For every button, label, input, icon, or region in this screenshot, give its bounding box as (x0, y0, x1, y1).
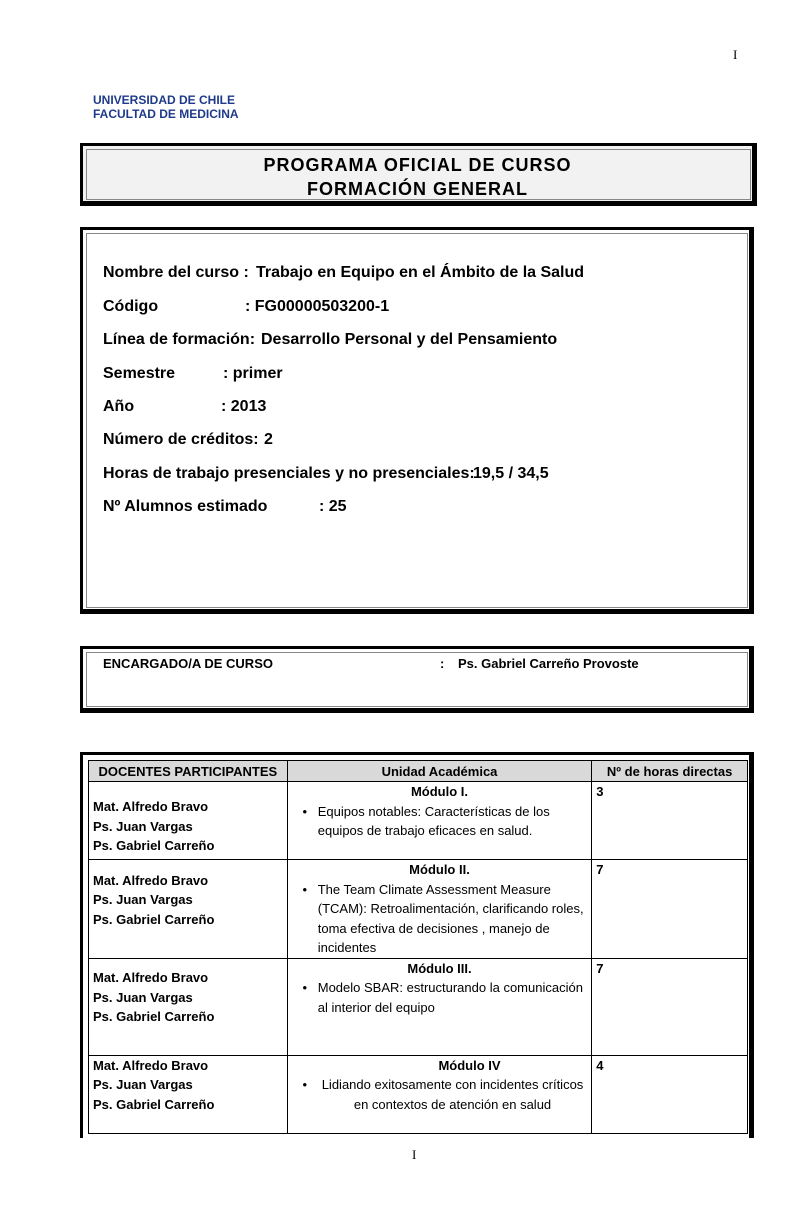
info-value: : FG00000503200-1 (245, 298, 390, 315)
horas-cell: 7 (592, 958, 748, 1055)
info-hours (103, 465, 549, 483)
coordinator-colon: : (440, 656, 445, 671)
info-label: Línea de formación: (103, 331, 256, 348)
bullet-icon: • (302, 1077, 308, 1092)
teachers-table (88, 760, 748, 1134)
info-credits (103, 431, 273, 449)
modulo-content: The Team Climate Assessment Measure (TCAM): Retroalimentación, clarificando roles, toma efectiva de decisiones , manejo de incidentes (317, 881, 584, 955)
docentes-cell (89, 958, 288, 1055)
modulo-title: Módulo III. (407, 960, 472, 976)
modulo-cell (287, 860, 592, 959)
course-info-box (80, 227, 754, 614)
table-header-row (89, 761, 748, 782)
table-row (89, 958, 748, 1055)
modulo-title: Módulo IV (438, 1057, 501, 1073)
course-coordinator-box (80, 646, 754, 713)
docente: Ps. Gabriel Carreño (93, 838, 215, 854)
info-value: : primer (223, 365, 283, 382)
docente: Ps. Juan Vargas (93, 818, 193, 834)
info-semester (103, 365, 283, 383)
info-training-line (103, 331, 558, 349)
docente: Ps. Juan Vargas (93, 1077, 193, 1092)
info-label: Horas de trabajo presenciales y no presenciales: (103, 465, 475, 482)
header-unidad: Unidad Académica (287, 761, 592, 782)
title-line-1: PROGRAMA OFICIAL DE CURSO (263, 155, 572, 175)
modulo-content: Equipos notables: Características de los equipos de trabajo eficaces en salud. (317, 803, 550, 838)
info-code (103, 298, 390, 316)
docente: Ps. Gabriel Carreño (93, 911, 215, 927)
page-number-bottom: I (412, 1147, 417, 1162)
docente: Ps. Juan Vargas (93, 892, 193, 907)
coordinator-label: ENCARGADO/A DE CURSO (103, 656, 273, 671)
info-label: Código (103, 298, 159, 315)
modulo-cell (287, 1055, 592, 1133)
modulo-cell (287, 958, 592, 1055)
info-students (103, 498, 347, 516)
faculty-name: FACULTAD DE MEDICINA (93, 107, 239, 121)
table-row (89, 782, 748, 860)
header-docentes: DOCENTES PARTICIPANTES (89, 761, 288, 782)
info-label: Año (103, 398, 135, 415)
docente: Ps. Gabriel Carreño (93, 1096, 215, 1112)
table-row (89, 1055, 748, 1133)
modulo-bullet (292, 1075, 588, 1114)
info-value: 2 (264, 431, 273, 448)
bullet-icon: • (302, 803, 308, 819)
modulo-bullet (292, 802, 588, 841)
docentes-cell (89, 860, 288, 959)
modulo-bullet (292, 978, 588, 1017)
header-horas: Nº de horas directas (592, 761, 748, 782)
info-course-name (103, 264, 585, 282)
bullet-icon: • (302, 980, 308, 995)
info-year (103, 398, 267, 416)
title-line-2: FORMACIÓN GENERAL (307, 179, 528, 199)
docente: Ps. Gabriel Carreño (93, 1009, 215, 1025)
horas-cell: 7 (592, 860, 748, 959)
docente: Mat. Alfredo Bravo (93, 1057, 209, 1073)
info-value: 19,5 / 34,5 (473, 465, 549, 482)
modulo-content: Modelo SBAR: estructurando la comunicación al interior del equipo (317, 980, 583, 1015)
info-label: Número de créditos: (103, 431, 259, 448)
modulo-title: Módulo I. (410, 784, 469, 799)
horas-cell: 4 (592, 1055, 748, 1133)
docente: Mat. Alfredo Bravo (93, 872, 209, 888)
institution-header (93, 93, 239, 121)
info-value: : 25 (319, 498, 347, 515)
docente: Mat. Alfredo Bravo (93, 970, 209, 986)
info-label: Semestre (103, 365, 176, 382)
docente: Ps. Juan Vargas (93, 989, 193, 1005)
modulo-cell (287, 782, 592, 860)
modulo-bullet (292, 880, 588, 958)
info-label: Nº Alumnos estimado (103, 498, 268, 515)
info-label: Nombre del curso : (103, 264, 249, 281)
page-number-top: I (733, 47, 738, 62)
coordinator-name: Ps. Gabriel Carreño Provoste (458, 656, 639, 671)
docentes-cell (89, 782, 288, 860)
horas-cell: 3 (592, 782, 748, 860)
table-row (89, 860, 748, 959)
info-value: Trabajo en Equipo en el Ámbito de la Salud (256, 264, 585, 281)
docentes-cell (89, 1055, 288, 1133)
modulo-title: Módulo II. (409, 862, 470, 877)
university-name: UNIVERSIDAD DE CHILE (93, 93, 236, 107)
teachers-table-frame (80, 752, 754, 1138)
course-title-box (80, 143, 757, 206)
info-value: Desarrollo Personal y del Pensamiento (261, 331, 558, 348)
modulo-content: Lidiando exitosamente con incidentes críticos en contextos de atención en salud (321, 1077, 584, 1112)
docente: Mat. Alfredo Bravo (93, 799, 209, 815)
bullet-icon: • (302, 881, 308, 897)
info-value: : 2013 (221, 398, 267, 415)
